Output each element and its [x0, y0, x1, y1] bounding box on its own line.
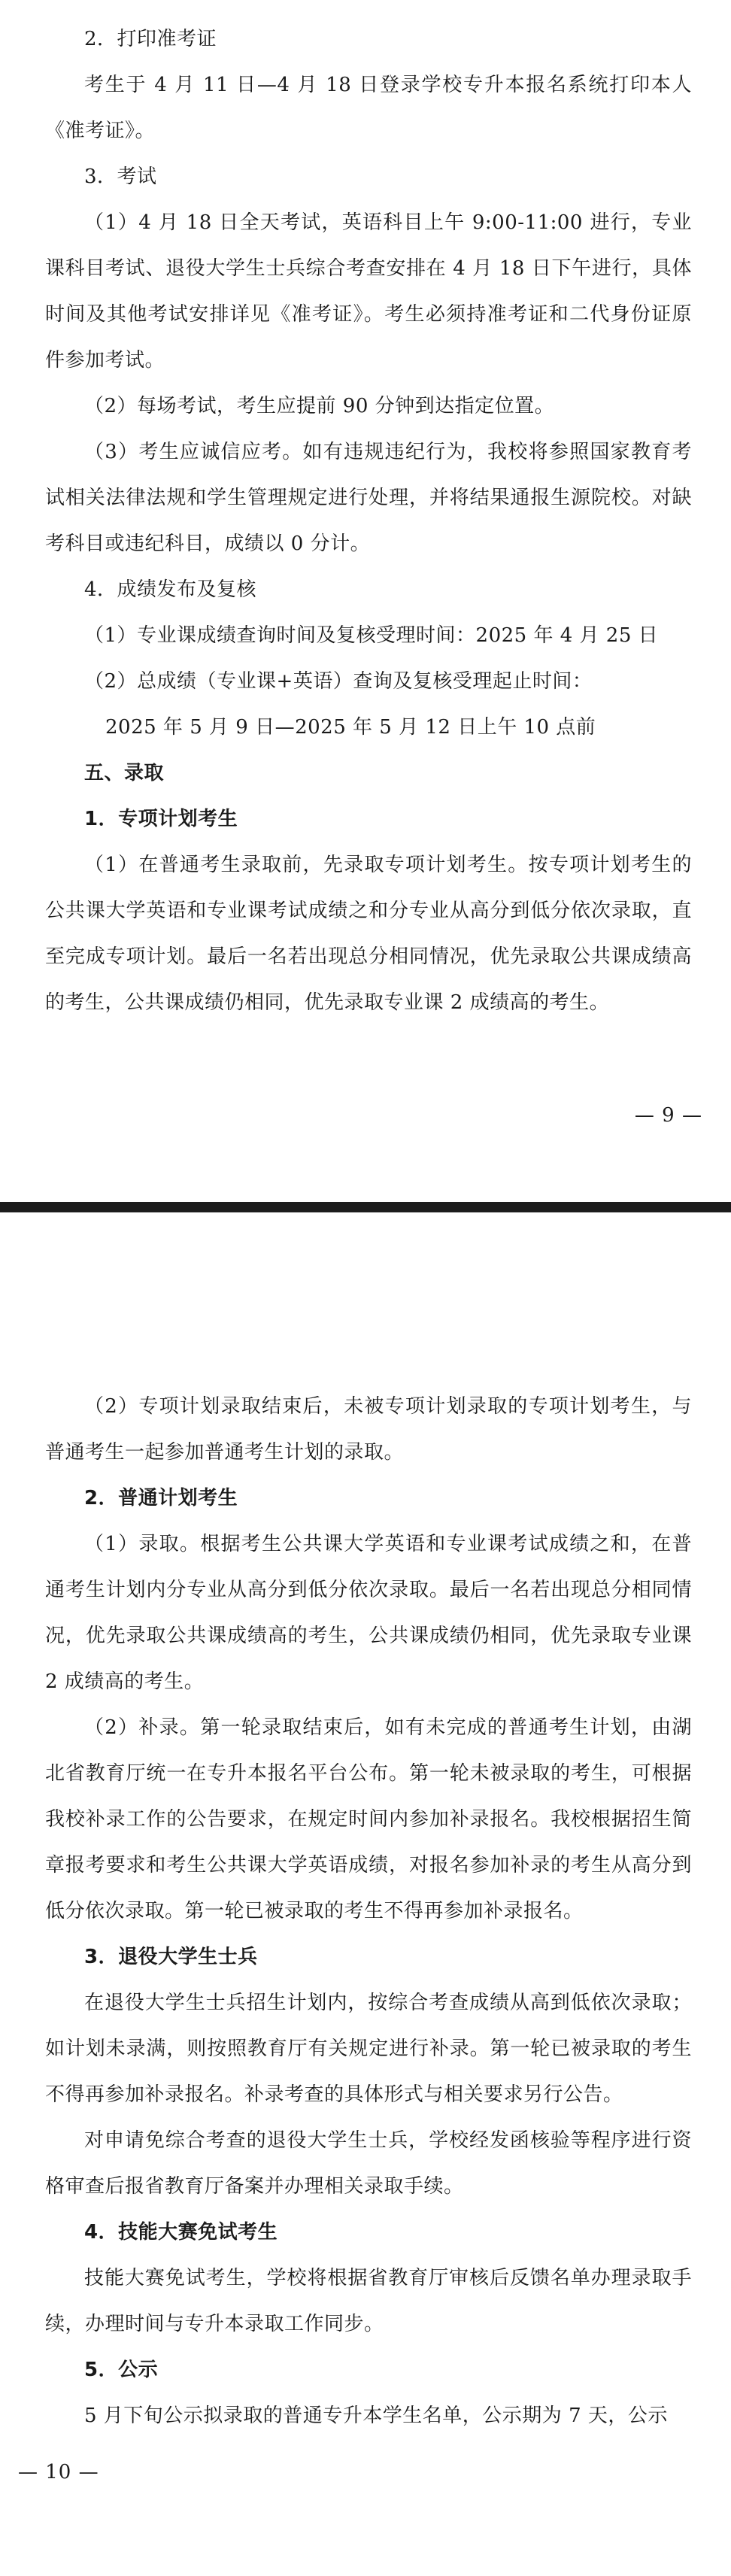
page-number: — 10 — — [18, 2461, 99, 2483]
paragraph: 5 月下旬公示拟录取的普通专升本学生名单，公示期为 7 天，公示 — [84, 2405, 668, 2427]
paragraph: 2025 年 5 月 9 日—2025 年 5 月 12 日上午 10 点前 — [105, 716, 596, 739]
paragraph: 在退役大学生士兵招生计划内，按综合考查成绩从高到低依次录取；如计划未录满，则按照教育厅有关规定进行补录。第一轮已被录取的考生不得再参加补录报名。补录考查的具体形式与相关要求另行公告。 — [45, 1992, 692, 2106]
paragraph: 对申请免综合考查的退役大学生士兵，学校经发函核验等程序进行资格审查后报省教育厅备案并办理相关录取手续。 — [45, 2129, 692, 2198]
paragraph: （2）总成绩（专业课+英语）查询及复核受理起止时间： — [84, 670, 593, 693]
paragraph: 2．打印准考证 — [84, 28, 217, 50]
page-body — [45, 1384, 692, 2439]
paragraph: （2）每场考试，考生应提前 90 分钟到达指定位置。 — [84, 395, 555, 417]
section-heading: 5．公示 — [84, 2359, 159, 2381]
document-page-9 — [0, 0, 731, 1202]
section-heading: 五、录取 — [84, 762, 165, 784]
paragraph: （1）4 月 18 日全天考试，英语科目上午 9:00-11:00 进行，专业课科目考试、退役大学生士兵综合考查安排在 4 月 18 日下午进行，具体时间及其他考试安排详见《准考证》。考生必须持准考证和二代身份证原件参加考试。 — [45, 211, 692, 372]
page-number: — 9 — — [634, 1104, 702, 1127]
section-heading: 1．专项计划考生 — [84, 808, 238, 830]
paragraph: 3．考试 — [84, 165, 157, 188]
paragraph: （2）专项计划录取结束后，未被专项计划录取的专项计划考生，与普通考生一起参加普通考生计划的录取。 — [45, 1395, 692, 1464]
paragraph: （1）录取。根据考生公共课大学英语和专业课考试成绩之和，在普通考生计划内分专业从高分到低分依次录取。最后一名若出现总分相同情况，优先录取公共课成绩高的考生，公共课成绩仍相同，优先录取专业课 2 成绩高的考生。 — [45, 1533, 692, 1693]
section-heading: 2．普通计划考生 — [84, 1487, 238, 1509]
paragraph: （1）在普通考生录取前，先录取专项计划考生。按专项计划考生的公共课大学英语和专业课考试成绩之和分专业从高分到低分依次录取，直至完成专项计划。最后一名若出现总分相同情况，优先录取公共课成绩高的考生，公共课成绩仍相同，优先录取专业课 2 成绩高的考生。 — [45, 854, 692, 1014]
page-body — [45, 17, 692, 1026]
paragraph: （2）补录。第一轮录取结束后，如有未完成的普通考生计划，由湖北省教育厅统一在专升本报名平台公布。第一轮未被录取的考生，可根据我校补录工作的公告要求，在规定时间内参加补录报名。我校根据招生简章报考要求和考生公共课大学英语成绩，对报名参加补录的考生从高分到低分依次录取。第一轮已被录取的考生不得再参加补录报名。 — [45, 1716, 692, 1922]
page-separator — [0, 1202, 731, 1244]
paragraph: 技能大赛免试考生，学校将根据省教育厅审核后反馈名单办理录取手续，办理时间与专升本录取工作同步。 — [45, 2267, 692, 2335]
paragraph: 4．成绩发布及复核 — [84, 578, 257, 601]
paragraph: （3）考生应诚信应考。如有违规违纪行为，我校将参照国家教育考试相关法律法规和学生管理规定进行处理，并将结果通报生源院校。对缺考科目或违纪科目，成绩以 0 分计。 — [45, 441, 692, 555]
document-page-10 — [0, 1244, 731, 2576]
paragraph: 考生于 4 月 11 日—4 月 18 日登录学校专升本报名系统打印本人《准考证》。 — [45, 74, 692, 142]
section-heading: 4．技能大赛免试考生 — [84, 2221, 278, 2244]
paragraph: （1）专业课成绩查询时间及复核受理时间：2025 年 4 月 25 日 — [84, 624, 659, 647]
section-heading: 3．退役大学生士兵 — [84, 1946, 258, 1968]
